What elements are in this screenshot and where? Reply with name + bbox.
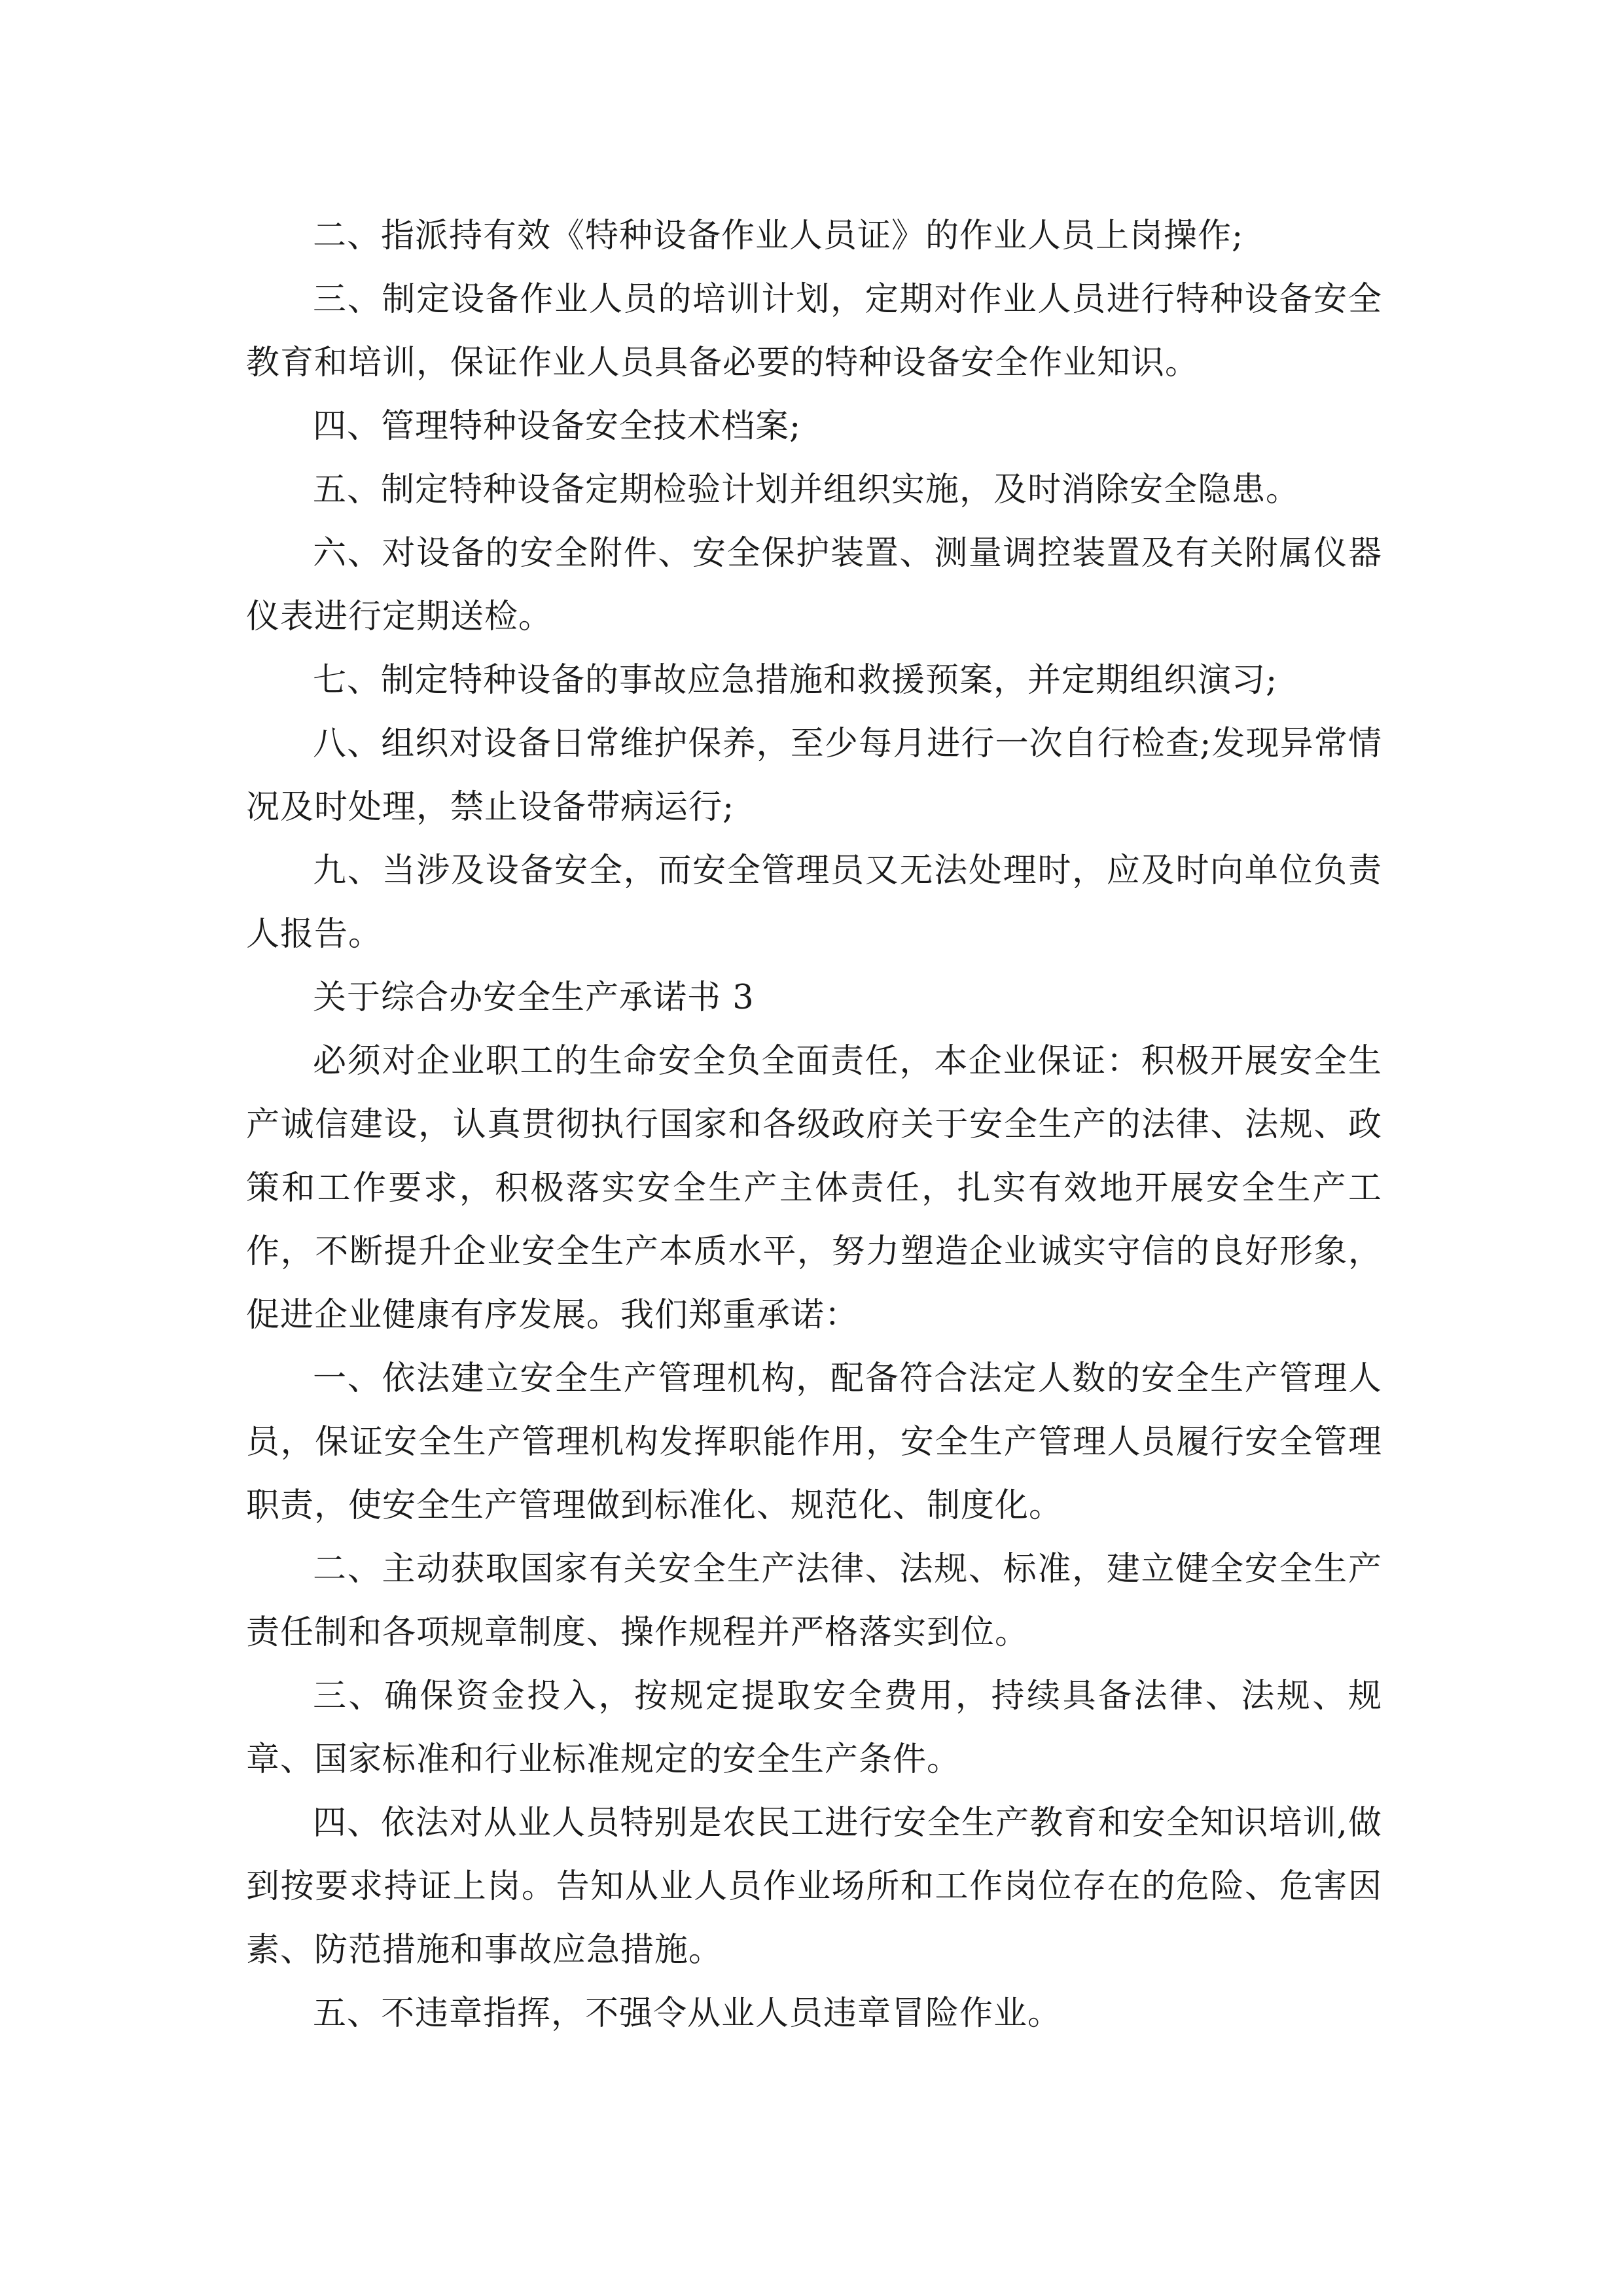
paragraph-item-2: 二、指派持有效《特种设备作业人员证》的作业人员上岗操作; <box>313 217 1244 255</box>
paragraph-item-3: 三、制定设备作业人员的培训计划，定期对作业人员进行特种设备安全教育和培训，保证作业人员具备必要的特种设备安全作业知识。 <box>246 280 1382 382</box>
commitment-item-2: 二、主动获取国家有关安全生产法律、法规、标准，建立健全安全生产责任制和各项规章制度、操作规程并严格落实到位。 <box>246 1550 1382 1652</box>
paragraph-item-6: 六、对设备的安全附件、安全保护装置、测量调控装置及有关附属仪器仪表进行定期送检。 <box>246 534 1382 636</box>
paragraph-item-9: 九、当涉及设备安全，而安全管理员又无法处理时，应及时向单位负责人报告。 <box>246 852 1382 954</box>
section-heading: 关于综合办安全生产承诺书 3 <box>313 978 755 1017</box>
commitment-item-4: 四、依法对从业人员特别是农民工进行安全生产教育和安全知识培训,做到按要求持证上岗。告知从业人员作业场所和工作岗位存在的危险、危害因素、防范措施和事故应急措施。 <box>246 1804 1382 1969</box>
commitment-item-5: 五、不违章指挥，不强令从业人员违章冒险作业。 <box>313 1994 1062 2033</box>
paragraph-item-8: 八、组织对设备日常维护保养，至少每月进行一次自行检查;发现异常情况及时处理，禁止设备带病运行; <box>246 725 1382 827</box>
commitment-item-1: 一、依法建立安全生产管理机构，配备符合法定人数的安全生产管理人员，保证安全生产管理机构发挥职能作用，安全生产管理人员履行安全管理职责，使安全生产管理做到标准化、规范化、制度化。 <box>246 1359 1382 1525</box>
commitment-item-3: 三、确保资金投入，按规定提取安全费用，持续具备法律、法规、规章、国家标准和行业标准规定的安全生产条件。 <box>246 1677 1382 1779</box>
paragraph-item-5: 五、制定特种设备定期检验计划并组织实施，及时消除安全隐患。 <box>313 471 1300 509</box>
commitment-intro: 必须对企业职工的生命安全负全面责任，本企业保证：积极开展安全生产诚信建设，认真贯彻执行国家和各级政府关于安全生产的法律、法规、政策和工作要求，积极落实安全生产主体责任，扎实有效地开展安全生产工作，不断提升企业安全生产本质水平，努力塑造企业诚实守信的良好形象，促进企业健康有序发展。我们郑重承诺： <box>246 1042 1382 1335</box>
paragraph-item-4: 四、管理特种设备安全技术档案; <box>313 407 802 446</box>
paragraph-item-7: 七、制定特种设备的事故应急措施和救援预案，并定期组织演习; <box>313 661 1278 700</box>
document-body <box>246 204 1382 2045</box>
